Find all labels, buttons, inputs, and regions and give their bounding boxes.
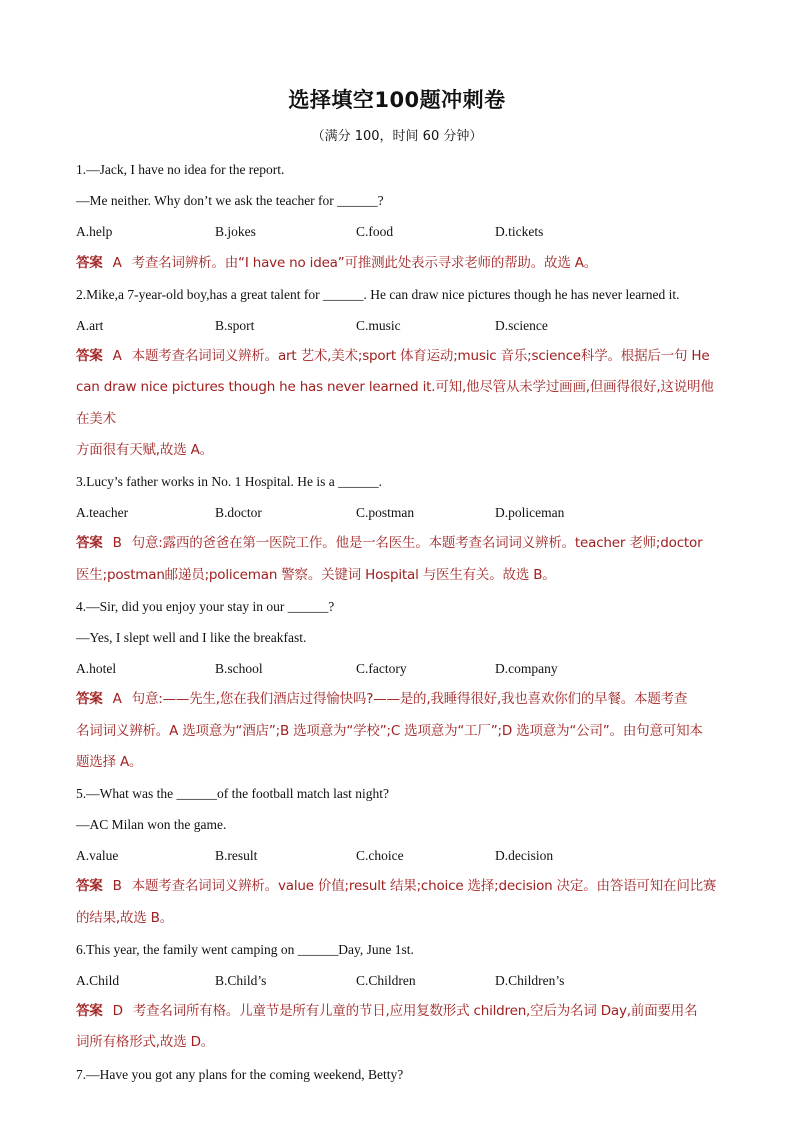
option-row: [76, 965, 720, 996]
question-stem: 2.Mike,a 7-year-old boy,has a great talent for ______. He can draw nice pictures though he has never learned it.: [76, 286, 680, 302]
explanation-text: 本题考查名词词义辨析。art 艺术,美术;sport 体育运动;music 音乐;science科学。根据后一句 He: [131, 348, 710, 365]
option-a: A.art: [76, 317, 104, 333]
answer-label: 答案: [76, 691, 103, 708]
answer-explanation: [76, 871, 720, 933]
answer-label: 答案: [76, 878, 103, 895]
explanation-text: 方面很有天赋,故选 A。: [76, 441, 213, 458]
option-b: B.jokes: [215, 224, 256, 240]
option-row: [76, 216, 720, 247]
option-c: C.factory: [356, 661, 407, 677]
explanation-text: 词所有格形式,故选 D。: [76, 1034, 215, 1051]
question-7: [76, 1059, 720, 1090]
question-stem: 3.Lucy’s father works in No. 1 Hospital. He is a ______.: [76, 473, 382, 489]
option-a: A.Child: [76, 973, 120, 989]
explanation-text: can draw nice pictures though he has never learned it.可知,他尽管从未学过画画,但画得很好,这说明他在美术: [76, 379, 714, 427]
explanation-text: 医生;postman邮递员;policeman 警察。关键词 Hospital 与医生有关。故选 B。: [76, 566, 556, 583]
option-b: B.sport: [215, 317, 255, 333]
explanation-text: 句意:露西的爸爸在第一医院工作。他是一名医生。本题考查名词词义辨析。teacher 老师;doctor: [131, 535, 703, 552]
question-4: [76, 591, 720, 778]
question-stem: 6.This year, the family went camping on ______Day, June 1st.: [76, 941, 414, 957]
question-6: [76, 934, 720, 1059]
option-row: [76, 653, 720, 684]
option-b: B.doctor: [215, 505, 262, 521]
explanation-text: 考查名词所有格。儿童节是所有儿童的节日,应用复数形式 children,空后为名词 Day,前面要用名: [132, 1003, 698, 1020]
question-list: [76, 154, 720, 1090]
page-title: 选择填空100题冲刺卷: [288, 88, 506, 112]
question-stem: —AC Milan won the game.: [76, 817, 227, 833]
option-c: C.postman: [356, 505, 415, 521]
answer-key: A: [112, 254, 122, 271]
explanation-text: 本题考查名词词义辨析。value 价值;result 结果;choice 选择;decision 决定。由答语可知在问比赛: [131, 878, 717, 895]
answer-key: D: [112, 1003, 123, 1020]
option-a: A.hotel: [76, 661, 117, 677]
answer-key: B: [112, 878, 122, 895]
question-2: [76, 279, 720, 466]
question-stem: —Me neither. Why don’t we ask the teacher for ______?: [76, 193, 384, 209]
answer-label: 答案: [76, 535, 103, 552]
explanation-text: 考查名词辨析。由“I have no idea”可推测此处表示寻求老师的帮助。故选 A。: [131, 254, 598, 271]
question-stem: 7.—Have you got any plans for the coming weekend, Betty?: [76, 1066, 404, 1082]
option-d: D.policeman: [495, 505, 565, 521]
option-b: B.school: [215, 661, 263, 677]
option-d: D.company: [495, 661, 558, 677]
answer-explanation: [76, 341, 720, 466]
question-5: [76, 778, 720, 934]
question-1: [76, 154, 720, 279]
answer-explanation: [76, 248, 720, 279]
answer-key: A: [112, 691, 122, 708]
option-row: [76, 840, 720, 871]
option-row: [76, 497, 720, 528]
option-d: D.tickets: [495, 224, 544, 240]
explanation-text: 的结果,故选 B。: [76, 909, 174, 926]
question-stem: 5.—What was the ______of the football match last night?: [76, 785, 390, 801]
page-subtitle: （满分 100，时间 60 分钟）: [311, 129, 483, 144]
option-a: A.help: [76, 224, 113, 240]
option-d: D.science: [495, 317, 548, 333]
question-stem: —Yes, I slept well and I like the breakfast.: [76, 629, 307, 645]
question-3: [76, 466, 720, 591]
option-c: C.music: [356, 317, 401, 333]
explanation-text: 题选择 A。: [76, 753, 143, 770]
option-b: B.result: [215, 848, 258, 864]
question-stem: 1.—Jack, I have no idea for the report.: [76, 162, 285, 177]
option-b: B.Child’s: [215, 973, 267, 989]
option-d: D.decision: [495, 848, 554, 864]
option-a: A.teacher: [76, 505, 129, 521]
option-c: C.choice: [356, 848, 404, 864]
explanation-text: 名词词义辨析。A 选项意为“酒店”;B 选项意为“学校”;C 选项意为“工厂”;D 选项意为“公司”。由句意可知本: [76, 722, 703, 739]
answer-key: B: [112, 535, 122, 552]
answer-key: A: [112, 348, 122, 365]
answer-label: 答案: [76, 254, 103, 271]
answer-explanation: [76, 528, 720, 590]
answer-label: 答案: [76, 1003, 103, 1020]
option-c: C.Children: [356, 973, 416, 989]
answer-explanation: [76, 996, 720, 1058]
answer-explanation: [76, 684, 720, 778]
option-d: D.Children’s: [495, 973, 565, 989]
option-a: A.value: [76, 848, 119, 864]
answer-label: 答案: [76, 348, 103, 365]
option-row: [76, 310, 720, 341]
question-stem: 4.—Sir, did you enjoy your stay in our ______?: [76, 598, 335, 614]
explanation-text: 句意:——先生,您在我们酒店过得愉快吗?——是的,我睡得很好,我也喜欢你们的早餐。本题考查: [131, 691, 688, 708]
option-c: C.food: [356, 224, 394, 240]
